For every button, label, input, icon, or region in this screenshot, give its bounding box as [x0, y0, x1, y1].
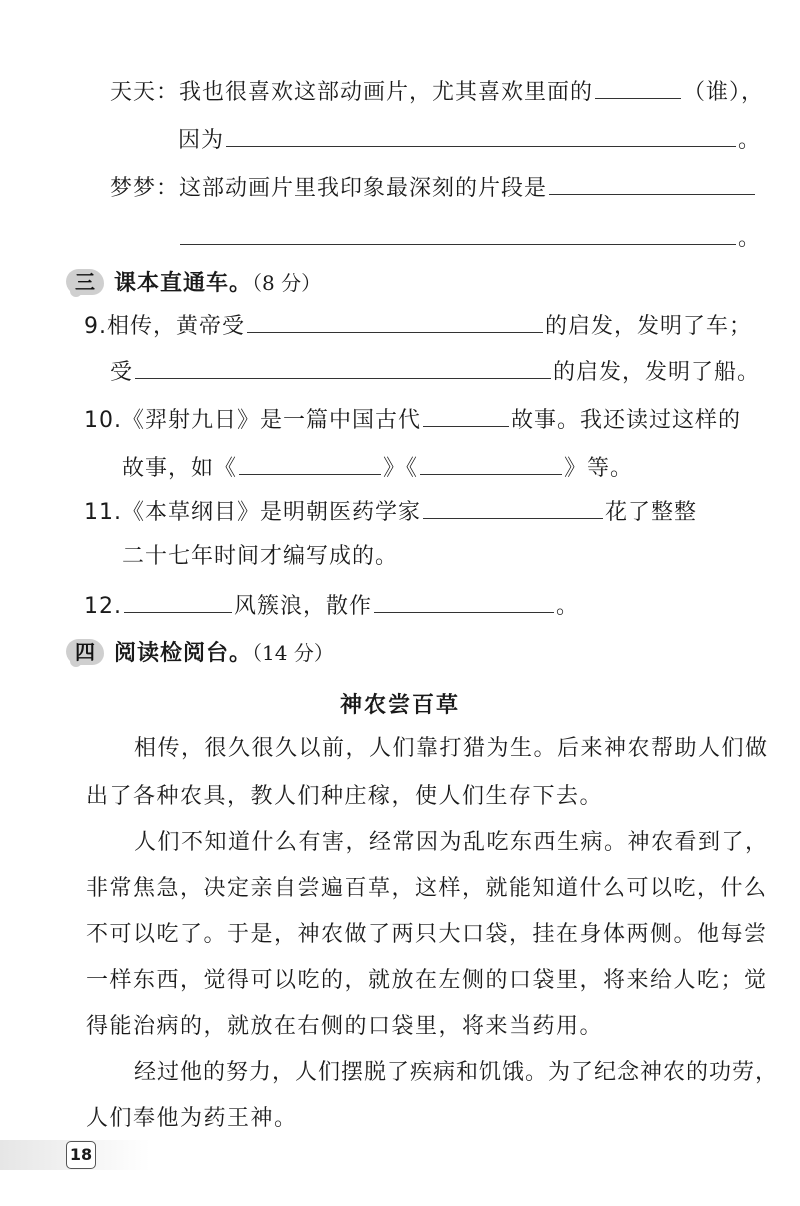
question-text: 花了整整 [605, 500, 698, 525]
section-score: （8 分） [252, 271, 322, 295]
question-text: 》等。 [564, 456, 634, 481]
story-line: 不可以吃了。于是，神农做了两只大口袋，挂在身体两侧。他每尝 [86, 922, 768, 947]
dialogue-tiantian [110, 76, 764, 106]
question-9 [84, 310, 752, 340]
question-10-line2 [122, 452, 633, 482]
end-mark: 。 [738, 226, 762, 251]
question-number: 10. [84, 408, 122, 433]
question-text: 《羿射九日》是一篇中国古代 [122, 408, 422, 433]
story-title: 神农尝百草 [339, 693, 460, 718]
answer-blank[interactable] [549, 172, 755, 195]
question-text: 》《 [383, 456, 419, 481]
question-11 [84, 496, 697, 526]
story-line: 出了各种农具，教人们种庄稼，使人们生存下去。 [86, 784, 604, 809]
answer-blank[interactable] [226, 124, 736, 147]
story-line: 人们奉他为药王神。 [86, 1106, 298, 1131]
section-badge [66, 637, 106, 667]
question-number: 12. [84, 594, 122, 619]
question-number: 11. [84, 500, 122, 525]
story-line: 相传，很久很久以前，人们靠打猎为生。后来神农帮助人们做 [134, 736, 769, 761]
section-badge [66, 267, 106, 297]
story-line: 得能治病的，就放在右侧的口袋里，将来当药用。 [86, 1014, 604, 1039]
dialogue-hint: （谁）， [683, 80, 765, 105]
question-text: 相传，黄帝受 [107, 314, 246, 339]
section-number: 三 [75, 269, 95, 294]
question-text: 受 [110, 360, 134, 385]
story-line: 人们不知道什么有害，经常因为乱吃东西生病。神农看到了， [134, 830, 769, 855]
page-number: 18 [66, 1141, 96, 1169]
because-label: 因为 [178, 128, 225, 153]
question-text: 《本草纲目》是明朝医药学家 [122, 500, 422, 525]
section-3-header [66, 266, 321, 302]
end-mark: 。 [738, 128, 762, 153]
question-text: 的启发，发明了车； [545, 314, 753, 339]
answer-blank[interactable] [423, 404, 509, 427]
question-9-line2 [110, 356, 760, 386]
question-11-line2 [122, 542, 398, 572]
answer-blank[interactable] [374, 590, 554, 613]
dialogue-text: 这部动画片里我印象最深刻的片段是 [179, 176, 548, 201]
question-12 [84, 590, 579, 620]
question-text: 故事，如《 [122, 456, 238, 481]
answer-blank[interactable] [239, 452, 381, 475]
speaker-tiantian: 天天： [110, 80, 180, 105]
answer-blank[interactable] [180, 222, 736, 245]
section-4-header [66, 636, 334, 672]
question-10 [84, 404, 741, 434]
answer-blank[interactable] [135, 356, 551, 379]
question-text: 的启发，发明了船。 [553, 360, 761, 385]
dialogue-mengmeng [110, 172, 757, 202]
question-text: 风簇浪，散作 [234, 594, 373, 619]
story-line: 一样东西，觉得可以吃的，就放在左侧的口袋里，将来给人吃；觉 [86, 968, 768, 993]
dialogue-text: 我也很喜欢这部动画片，尤其喜欢里面的 [179, 80, 594, 105]
dialogue-because [178, 124, 761, 154]
story-line: 非常焦急，决定亲自尝遍百草，这样，就能知道什么可以吃，什么 [86, 876, 768, 901]
answer-blank[interactable] [247, 310, 543, 333]
answer-blank[interactable] [595, 76, 681, 99]
speaker-mengmeng: 梦梦： [110, 176, 180, 201]
dialogue-continuation [178, 222, 761, 252]
story-line: 经过他的努力，人们摆脱了疾病和饥饿。为了纪念神农的功劳， [134, 1060, 779, 1085]
question-text: 。 [556, 594, 580, 619]
question-number: 9. [84, 314, 107, 339]
section-number: 四 [75, 639, 95, 664]
answer-blank[interactable] [124, 590, 232, 613]
section-title: 课本直通车。 [114, 271, 253, 296]
question-text: 二十七年时间才编写成的。 [122, 544, 399, 569]
answer-blank[interactable] [423, 496, 603, 519]
section-title: 阅读检阅台。 [114, 641, 253, 666]
question-text: 故事。我还读过这样的 [511, 408, 742, 433]
section-score: （14 分） [252, 641, 334, 665]
answer-blank[interactable] [420, 452, 562, 475]
